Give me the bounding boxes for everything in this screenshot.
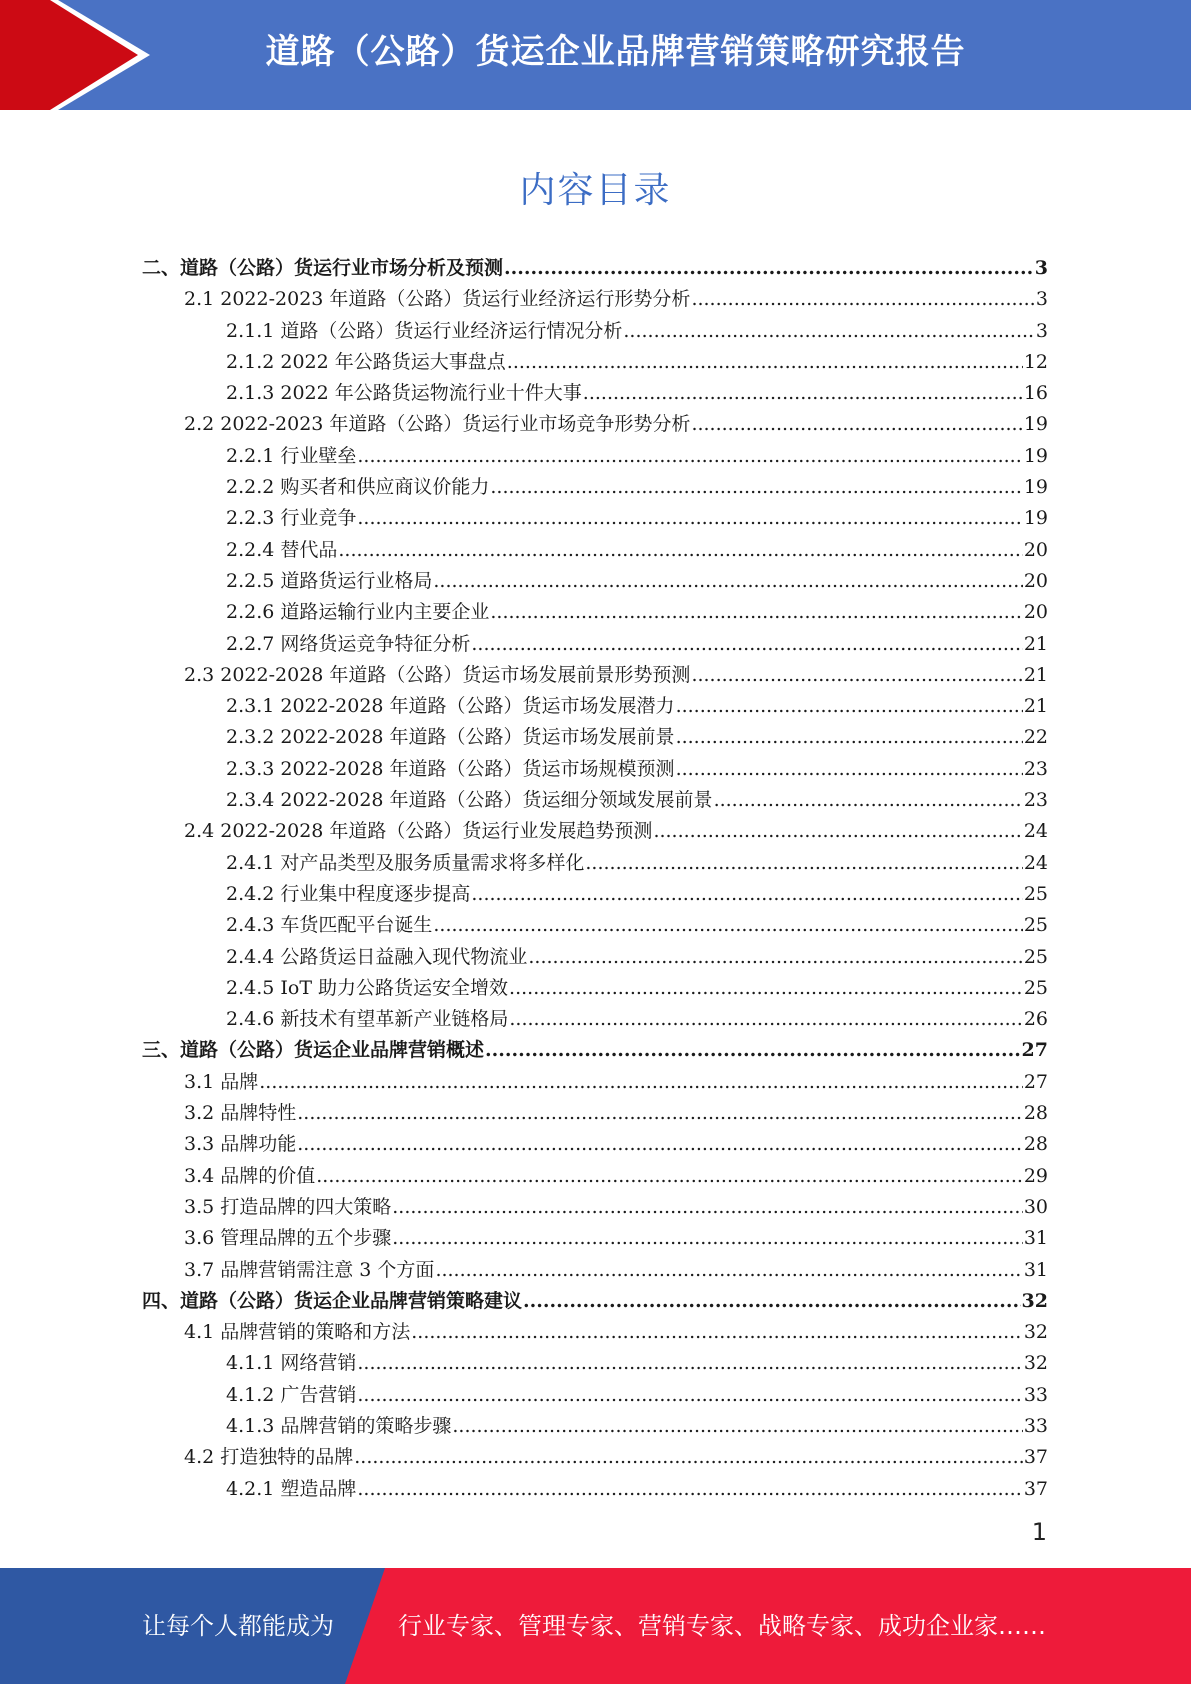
toc-entry-label: 2.4.3 车货匹配平台诞生 <box>226 914 433 937</box>
toc-leader-dots <box>297 1098 1023 1129</box>
footer-banner <box>0 1568 1191 1684</box>
toc-entry[interactable] <box>142 1348 1048 1379</box>
toc-entry[interactable] <box>142 1129 1048 1160</box>
toc-entry-label: 3.5 打造品牌的四大策略 <box>184 1195 392 1218</box>
toc-entry-page: 25 <box>1023 976 1048 999</box>
toc-entry-page: 16 <box>1023 382 1048 405</box>
toc-leader-dots <box>676 754 1023 785</box>
toc-entry-page: 19 <box>1023 476 1048 499</box>
toc-entry[interactable] <box>142 942 1048 973</box>
toc-entry[interactable] <box>142 1255 1048 1286</box>
toc-leader-dots <box>357 503 1022 534</box>
toc-entry-page: 21 <box>1023 632 1048 655</box>
toc-leader-dots <box>676 722 1023 753</box>
toc-entry-page: 21 <box>1023 663 1048 686</box>
toc-entry[interactable] <box>142 1192 1048 1223</box>
toc-leader-dots <box>259 1067 1023 1098</box>
toc-entry-page: 31 <box>1023 1227 1048 1250</box>
toc-entry[interactable] <box>142 535 1048 566</box>
toc-entry[interactable] <box>142 1223 1048 1254</box>
toc-entry[interactable] <box>142 253 1048 284</box>
toc-entry-label: 4.2.1 塑造品牌 <box>226 1477 357 1500</box>
toc-entry-label: 2.4 2022-2028 年道路（公路）货运行业发展趋势预测 <box>184 820 653 843</box>
toc-entry-label: 2.4.6 新技术有望革新产业链格局 <box>226 1008 509 1031</box>
toc-entry-page: 28 <box>1023 1133 1048 1156</box>
toc-entry-label: 2.1.3 2022 年公路货运物流行业十件大事 <box>226 382 582 405</box>
toc-entry-label: 2.1 2022-2023 年道路（公路）货运行业经济运行形势分析 <box>184 288 691 311</box>
toc-entry-label: 四、道路（公路）货运企业品牌营销策略建议 <box>142 1289 523 1312</box>
toc-entry-label: 2.4.2 行业集中程度逐步提高 <box>226 882 471 905</box>
toc-entry-page: 37 <box>1023 1446 1048 1469</box>
toc-entry-page: 37 <box>1023 1477 1048 1500</box>
toc-leader-dots <box>297 1129 1023 1160</box>
toc-entry[interactable] <box>142 347 1048 378</box>
toc-leader-dots <box>523 1286 1021 1317</box>
toc-leader-dots <box>316 1161 1023 1192</box>
toc-leader-dots <box>714 785 1023 816</box>
toc-leader-dots <box>392 1192 1023 1223</box>
toc-leader-dots <box>338 535 1022 566</box>
toc-entry[interactable] <box>142 1442 1048 1473</box>
toc-entry-label: 2.3.4 2022-2028 年道路（公路）货运细分领域发展前景 <box>226 789 713 812</box>
report-title: 道路（公路）货运企业品牌营销策略研究报告 <box>265 32 966 72</box>
toc-leader-dots <box>392 1223 1023 1254</box>
toc-leader-dots <box>623 316 1035 347</box>
toc-leader-dots <box>485 1035 1021 1066</box>
toc-entry-label: 2.1.2 2022 年公路货运大事盘点 <box>226 350 506 373</box>
toc-entry-page: 25 <box>1023 882 1048 905</box>
toc-entry[interactable] <box>142 1286 1048 1317</box>
toc-leader-dots <box>691 660 1022 691</box>
toc-entry-page: 23 <box>1023 789 1048 812</box>
toc-entry-page: 28 <box>1023 1102 1048 1125</box>
toc-entry-page: 32 <box>1023 1321 1048 1344</box>
toc-entry-page: 12 <box>1023 350 1048 373</box>
toc-entry-label: 4.1.2 广告营销 <box>226 1383 357 1406</box>
toc-entry[interactable] <box>142 441 1048 472</box>
toc-entry-page: 19 <box>1023 507 1048 530</box>
toc-leader-dots <box>471 629 1022 660</box>
toc-entry[interactable] <box>142 722 1048 753</box>
toc-entry-page: 32 <box>1021 1289 1048 1312</box>
toc-entry-page: 22 <box>1023 726 1048 749</box>
toc-leader-dots <box>357 1348 1022 1379</box>
toc-entry-page: 33 <box>1023 1383 1048 1406</box>
toc-entry-label: 2.3.1 2022-2028 年道路（公路）货运市场发展潜力 <box>226 695 675 718</box>
toc-leader-dots <box>507 347 1023 378</box>
toc-entry[interactable] <box>142 1411 1048 1442</box>
toc-leader-dots <box>676 691 1023 722</box>
toc-entry-page: 31 <box>1023 1258 1048 1281</box>
toc-entry[interactable] <box>142 1098 1048 1129</box>
toc-entry-page: 3 <box>1034 257 1048 279</box>
toc-entry-label: 4.1.1 网络营销 <box>226 1352 357 1375</box>
toc-entry-label: 3.4 品牌的价值 <box>184 1164 316 1187</box>
toc-entry-page: 23 <box>1023 757 1048 780</box>
toc-entry-page: 27 <box>1023 1070 1048 1093</box>
footer-slogan-right: 行业专家、管理专家、营销专家、战略专家、成功企业家…… <box>398 1612 1046 1640</box>
toc-heading: 内容目录 <box>519 170 672 211</box>
toc-entry[interactable] <box>142 1380 1048 1411</box>
toc-entry[interactable] <box>142 1317 1048 1348</box>
toc-entry-label: 3.6 管理品牌的五个步骤 <box>184 1227 392 1250</box>
toc-entry-page: 29 <box>1023 1164 1048 1187</box>
toc-entry-label: 2.2.3 行业竞争 <box>226 507 357 530</box>
toc-leader-dots <box>691 284 1034 315</box>
toc-entry[interactable] <box>142 1067 1048 1098</box>
toc-entry-page: 19 <box>1023 413 1048 436</box>
toc-entry-page: 21 <box>1023 695 1048 718</box>
page-number: 1 <box>1031 1518 1047 1546</box>
toc-entry-page: 27 <box>1021 1039 1048 1062</box>
toc-leader-dots <box>509 973 1023 1004</box>
toc-entry-label: 4.1 品牌营销的策略和方法 <box>184 1321 411 1344</box>
toc-entry-label: 2.4.1 对产品类型及服务质量需求将多样化 <box>226 851 585 874</box>
footer-slogan-left: 让每个人都能成为 <box>142 1612 334 1640</box>
toc-entry-label: 2.2 2022-2023 年道路（公路）货运行业市场竞争形势分析 <box>184 413 691 436</box>
toc-entry-page: 20 <box>1023 569 1048 592</box>
toc-entry-label: 3.1 品牌 <box>184 1070 259 1093</box>
toc-entry-label: 2.3.3 2022-2028 年道路（公路）货运市场规模预测 <box>226 757 675 780</box>
toc-leader-dots <box>435 1255 1022 1286</box>
toc-leader-dots <box>357 1474 1022 1505</box>
toc-leader-dots <box>471 879 1022 910</box>
header-banner <box>0 0 1191 110</box>
toc-entry-label: 2.2.1 行业壁垒 <box>226 444 357 467</box>
toc-entry[interactable] <box>142 597 1048 628</box>
toc-entry-label: 2.1.1 道路（公路）货运行业经济运行情况分析 <box>226 319 623 342</box>
toc-leader-dots <box>653 816 1022 847</box>
toc-entry-page: 30 <box>1023 1195 1048 1218</box>
toc-entry-page: 3 <box>1035 288 1048 311</box>
toc-entry-label: 2.3.2 2022-2028 年道路（公路）货运市场发展前景 <box>226 726 675 749</box>
toc-entry-label: 2.2.5 道路货运行业格局 <box>226 569 433 592</box>
toc-leader-dots <box>433 566 1022 597</box>
toc-leader-dots <box>490 597 1022 628</box>
toc-entry[interactable] <box>142 910 1048 941</box>
toc-entry-label: 2.2.4 替代品 <box>226 538 338 561</box>
toc-leader-dots <box>504 253 1034 284</box>
toc-entry[interactable] <box>142 316 1048 347</box>
toc-leader-dots <box>528 942 1022 973</box>
toc-leader-dots <box>585 848 1022 879</box>
toc-entry[interactable] <box>142 566 1048 597</box>
toc-leader-dots <box>691 409 1022 440</box>
toc-entry-label: 4.2 打造独特的品牌 <box>184 1446 354 1469</box>
toc-entry-label: 2.3 2022-2028 年道路（公路）货运市场发展前景形势预测 <box>184 663 691 686</box>
toc-entry[interactable] <box>142 691 1048 722</box>
toc-entry-label: 4.1.3 品牌营销的策略步骤 <box>226 1414 452 1437</box>
toc-entry[interactable] <box>142 284 1048 315</box>
toc-leader-dots <box>452 1411 1022 1442</box>
toc-leader-dots <box>583 378 1023 409</box>
toc-entry-label: 三、道路（公路）货运企业品牌营销概述 <box>142 1039 485 1062</box>
toc-entry-label: 2.2.6 道路运输行业内主要企业 <box>226 601 490 624</box>
toc-entry-label: 2.2.7 网络货运竞争特征分析 <box>226 632 471 655</box>
toc-leader-dots <box>354 1442 1023 1473</box>
toc-entry[interactable] <box>142 1474 1048 1505</box>
toc-entry-label: 2.2.2 购买者和供应商议价能力 <box>226 476 490 499</box>
table-of-contents <box>142 253 1048 1505</box>
toc-entry-page: 33 <box>1023 1414 1048 1437</box>
toc-entry-page: 32 <box>1023 1352 1048 1375</box>
toc-leader-dots <box>509 1004 1022 1035</box>
toc-entry[interactable] <box>142 409 1048 440</box>
toc-entry[interactable] <box>142 816 1048 847</box>
toc-entry[interactable] <box>142 1161 1048 1192</box>
toc-leader-dots <box>411 1317 1023 1348</box>
toc-leader-dots <box>357 1380 1022 1411</box>
toc-entry-label: 2.4.5 IoT 助力公路货运安全增效 <box>226 976 509 999</box>
toc-entry[interactable] <box>142 472 1048 503</box>
toc-entry-page: 24 <box>1023 820 1048 843</box>
toc-entry-page: 24 <box>1023 851 1048 874</box>
toc-entry-page: 3 <box>1035 319 1048 342</box>
toc-entry[interactable] <box>142 1035 1048 1066</box>
toc-entry-label: 3.2 品牌特性 <box>184 1102 297 1125</box>
toc-entry[interactable] <box>142 503 1048 534</box>
toc-entry[interactable] <box>142 973 1048 1004</box>
toc-entry-label: 2.4.4 公路货运日益融入现代物流业 <box>226 945 528 968</box>
toc-entry-page: 19 <box>1023 444 1048 467</box>
toc-entry[interactable] <box>142 785 1048 816</box>
toc-entry[interactable] <box>142 754 1048 785</box>
toc-entry-page: 26 <box>1023 1008 1048 1031</box>
toc-leader-dots <box>357 441 1022 472</box>
toc-entry[interactable] <box>142 629 1048 660</box>
toc-entry-label: 二、道路（公路）货运行业市场分析及预测 <box>142 257 504 279</box>
toc-entry-label: 3.7 品牌营销需注意 3 个方面 <box>184 1258 435 1281</box>
toc-entry-label: 3.3 品牌功能 <box>184 1133 297 1156</box>
toc-entry-page: 25 <box>1023 914 1048 937</box>
toc-entry-page: 20 <box>1023 538 1048 561</box>
toc-entry[interactable] <box>142 1004 1048 1035</box>
toc-leader-dots <box>433 910 1022 941</box>
toc-entry[interactable] <box>142 378 1048 409</box>
toc-entry[interactable] <box>142 660 1048 691</box>
toc-leader-dots <box>490 472 1022 503</box>
toc-entry[interactable] <box>142 879 1048 910</box>
toc-entry-page: 20 <box>1023 601 1048 624</box>
toc-entry-page: 25 <box>1023 945 1048 968</box>
toc-entry[interactable] <box>142 848 1048 879</box>
